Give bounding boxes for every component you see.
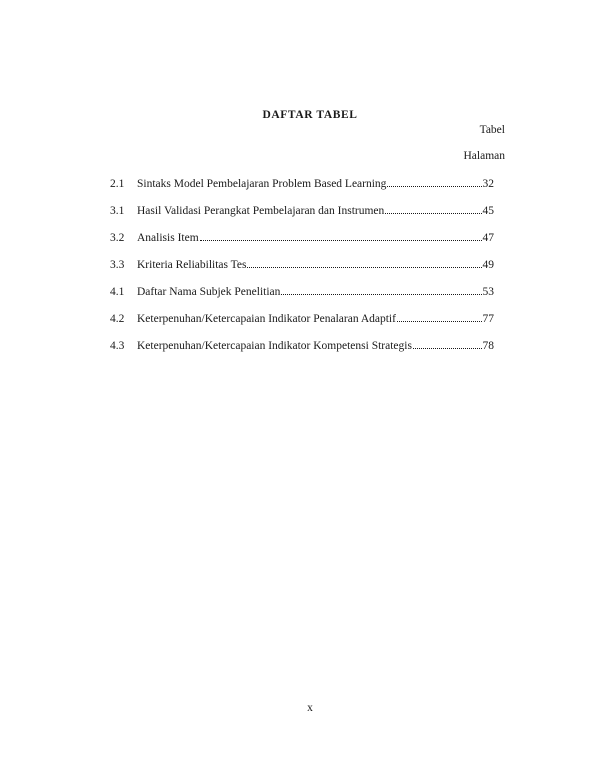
dot-leader: [200, 240, 482, 241]
table-entry-2-1[interactable]: [110, 177, 494, 204]
dot-leader: [387, 186, 481, 187]
table-entry-3-2[interactable]: [110, 231, 494, 258]
page-number: x: [307, 702, 313, 714]
entry-title: Analisis Item: [137, 232, 199, 244]
entry-number: 3.3: [110, 259, 125, 271]
entry-page: 77: [482, 313, 494, 325]
column-header-halaman: Halaman: [463, 150, 505, 162]
entry-number: 4.1: [110, 286, 125, 298]
table-entry-4-1[interactable]: [110, 285, 494, 312]
entry-page: 32: [482, 178, 494, 190]
dot-leader: [281, 294, 481, 295]
entry-page: 49: [482, 259, 494, 271]
table-entry-4-3[interactable]: [110, 339, 494, 366]
dot-leader: [413, 348, 482, 349]
entry-number: 2.1: [110, 178, 125, 190]
entry-page: 45: [482, 205, 494, 217]
entry-title: Hasil Validasi Perangkat Pembelajaran dan Instrumen: [137, 205, 385, 217]
column-header-tabel: Tabel: [479, 124, 505, 136]
dot-leader: [397, 321, 482, 322]
entry-number: 3.1: [110, 205, 125, 217]
entry-page: 47: [482, 232, 494, 244]
entry-number: 4.3: [110, 340, 125, 352]
page-title: DAFTAR TABEL: [262, 109, 358, 121]
entry-title: Daftar Nama Subjek Penelitian: [137, 286, 281, 298]
table-entry-3-1[interactable]: [110, 204, 494, 231]
entry-page: 78: [482, 340, 494, 352]
entry-page: 53: [482, 286, 494, 298]
entry-title: Keterpenuhan/Ketercapaian Indikator Kompetensi Strategis: [137, 340, 412, 352]
dot-leader: [247, 267, 481, 268]
entry-title: Kriteria Reliabilitas Tes: [137, 259, 247, 271]
entry-title: Keterpenuhan/Ketercapaian Indikator Penalaran Adaptif: [137, 313, 396, 325]
table-entry-3-3[interactable]: [110, 258, 494, 285]
entry-title: Sintaks Model Pembelajaran Problem Based Learning: [137, 178, 387, 190]
table-list: [110, 177, 494, 366]
entry-number: 3.2: [110, 232, 125, 244]
table-entry-4-2[interactable]: [110, 312, 494, 339]
entry-number: 4.2: [110, 313, 125, 325]
dot-leader: [385, 213, 481, 214]
